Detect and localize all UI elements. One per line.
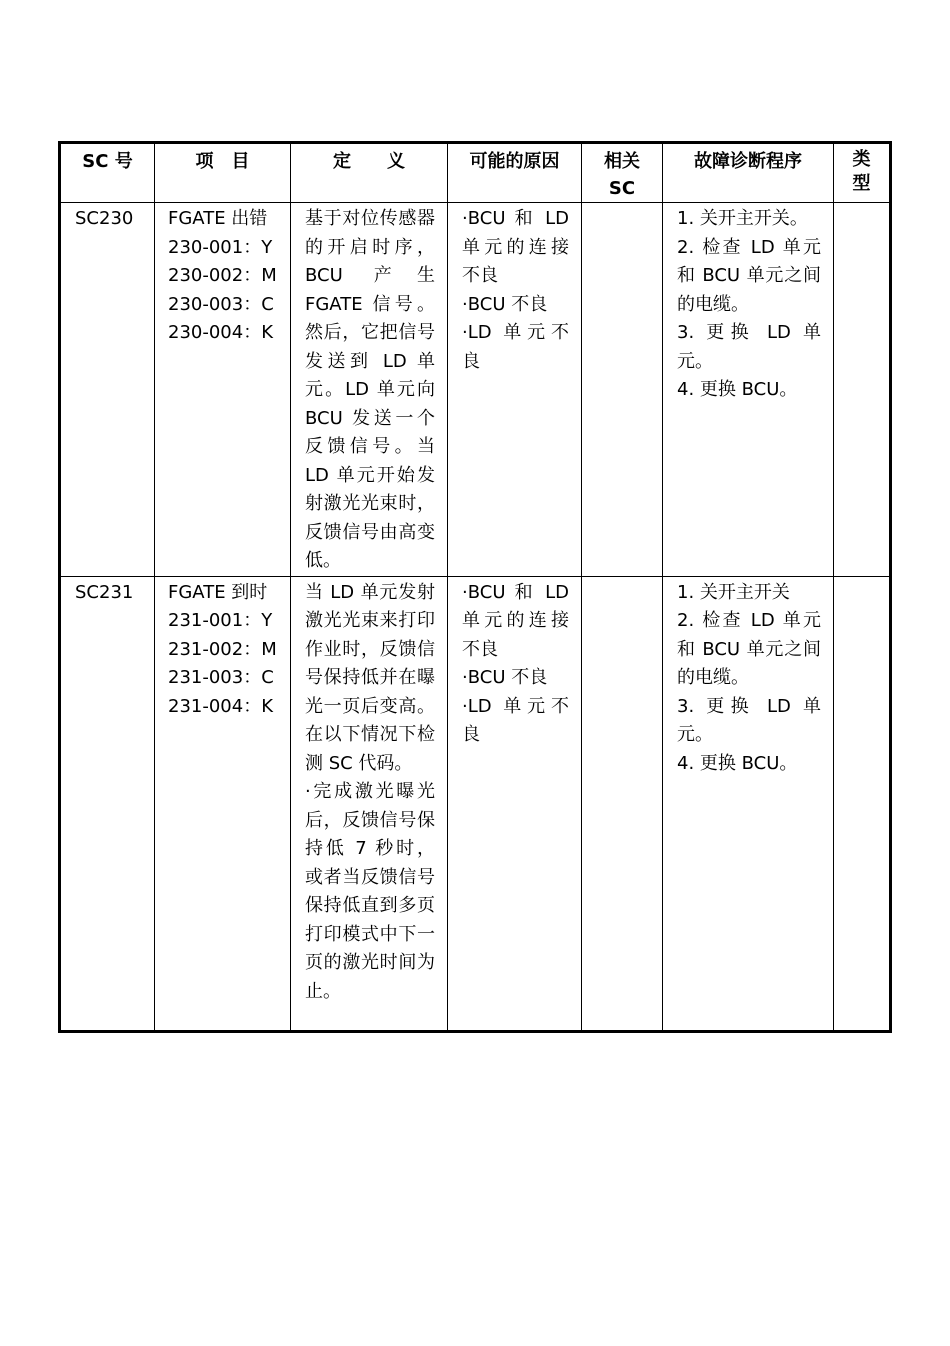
- cause-item: ·LD 单元不良: [462, 322, 569, 372]
- header-related-sc-line1: 相关: [604, 151, 640, 172]
- diagnosis-step: 4. 更换 BCU。: [677, 379, 798, 400]
- item-cell: [155, 203, 291, 577]
- header-related-sc-line2: SC: [608, 178, 636, 199]
- header-possible-cause: 可能的原因: [448, 143, 582, 203]
- diagnosis-step: 2. 检查 LD 单元和 BCU 单元之间的电缆。: [677, 610, 821, 688]
- item-subcode: 231-004：K: [168, 695, 274, 717]
- sc-code-table: [58, 141, 892, 1033]
- item-subcode: 231-003：C: [168, 667, 274, 688]
- type-cell: [834, 576, 891, 1031]
- sc-number: SC231: [60, 576, 155, 1031]
- diagnosis-step: 1. 关开主开关。: [677, 208, 808, 229]
- header-type: [834, 143, 891, 203]
- header-definition: 定 义: [291, 143, 448, 203]
- item-subcode: 230-004：K: [168, 322, 274, 343]
- definition-text: 基于对位传感器的开启时序，BCU 产生 FGATE 信号。然后，它把信号发送到 LD 单元。LD 单元向 BCU 发送一个反馈信号。当 LD 单元开始发射激光光束时，反馈信号由高变低。: [305, 208, 435, 571]
- item-title: FGATE 出错: [168, 208, 268, 229]
- diagnosis-cell: [663, 203, 834, 577]
- header-type-line1: 类: [852, 149, 871, 170]
- header-row: [60, 143, 891, 203]
- diagnosis-step: 3. 更换 LD 单元。: [677, 322, 821, 372]
- definition-text: 当 LD 单元发射激光光束来打印作业时，反馈信号保持低并在曝光一页后变高。在以下情况下检测 SC 代码。: [305, 581, 435, 774]
- cause-cell: [448, 203, 582, 577]
- header-type-line2: 型: [852, 173, 871, 194]
- item-title: FGATE 到时: [168, 581, 268, 603]
- diagnosis-cell: [663, 576, 834, 1031]
- type-cell: [834, 203, 891, 577]
- sc-number: SC230: [60, 203, 155, 577]
- table-row: [60, 203, 891, 577]
- definition-cell: [291, 576, 448, 1031]
- item-subcode: 230-003：C: [168, 293, 274, 315]
- item-cell: [155, 576, 291, 1031]
- table-row: [60, 576, 891, 1031]
- item-subcode: 231-001：Y: [168, 610, 273, 631]
- cause-item: ·BCU 不良: [462, 667, 548, 688]
- diagnosis-step: 2. 检查 LD 单元和 BCU 单元之间的电缆。: [677, 236, 821, 315]
- cause-item: ·BCU 和 LD 单元的连接不良: [462, 208, 569, 286]
- header-related-sc: [582, 143, 663, 203]
- definition-note: ·完成激光曝光后，反馈信号保持低 7 秒时，或者当反馈信号保持低直到多页打印模式中下一页的激光时间为止。: [305, 781, 435, 1002]
- cause-item: ·LD 单元不良: [462, 695, 569, 745]
- cause-item: ·BCU 不良: [462, 293, 548, 315]
- diagnosis-step: 3. 更换 LD 单元。: [677, 695, 821, 745]
- item-subcode: 231-002：M: [168, 638, 277, 660]
- header-item: 项 目: [155, 143, 291, 203]
- cause-cell: [448, 576, 582, 1031]
- related-sc-cell: [582, 203, 663, 577]
- diagnosis-step: 4. 更换 BCU。: [677, 752, 798, 774]
- related-sc-cell: [582, 576, 663, 1031]
- item-subcode: 230-002：M: [168, 265, 277, 286]
- definition-cell: [291, 203, 448, 577]
- item-subcode: 230-001：Y: [168, 236, 273, 258]
- header-diagnosis: 故障诊断程序: [663, 143, 834, 203]
- diagnosis-step: 1. 关开主开关: [677, 581, 790, 603]
- header-sc-no: SC 号: [60, 143, 155, 203]
- cause-item: ·BCU 和 LD 单元的连接不良: [462, 581, 569, 660]
